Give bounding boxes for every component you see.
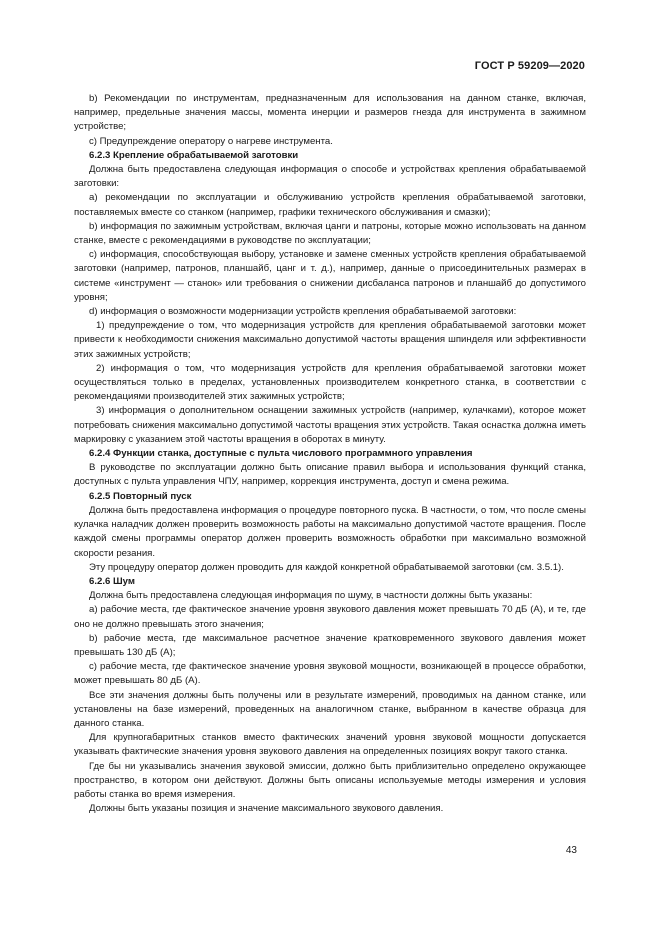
paragraph: Для крупногабаритных станков вместо фактических значений уровня звуковой мощности допускается указывать фактические значения уровня звукового давления на определенных позициях вокруг такого станка. — [74, 732, 586, 758]
paragraph: Эту процедуру оператор должен проводить для каждой конкретной обрабатываемой заготовки (см. 3.5.1). — [89, 561, 564, 573]
paragraph: с) Предупреждение оператору о нагреве инструмента. — [89, 135, 333, 147]
page-number: 43 — [565, 845, 577, 856]
paragraph: Должна быть предоставлена информация о процедуре повторного пуска. В частности, о том, что после смены кулачка наладчик должен проверить возможность работы на максимально допустимой частоте вращения. После каждой смены программы оператор должен проверить возможность обработки при максимально возможной скорости резания. — [74, 504, 586, 559]
sub-list-item: 3) информация о дополнительном оснащении зажимных устройств (например, кулачками), которое может потребовать снижения максимально допустимой частоты вращения этих устройств. Такая оснастка должна иметь маркировку с указанием этой частоты вращения в оборотах в минуту. — [74, 405, 587, 445]
paragraph: b) Рекомендации по инструментам, предназначенным для использования на данном станке, включая, например, предельные значения массы, момента инерции и размеров гнезда для инструмента в зажимном устройстве; — [74, 93, 586, 133]
list-item: a) рабочие места, где фактическое значение уровня звукового давления может превышать 70 дБ (А), и те, где оно не должно превышать этого значения; — [74, 604, 586, 630]
paragraph: Должны быть указаны позиция и значение максимального звукового давления. — [89, 803, 444, 815]
section-heading: 6.2.3 Крепление обрабатываемой заготовки — [89, 149, 299, 161]
paragraph: В руководстве по эксплуатации должно быть описание правил выбора и использования функций станка, доступных с пульта управления ЧПУ, например, коррекция инструмента, доступ и смена режима. — [74, 462, 586, 488]
list-item: a) рекомендации по эксплуатации и обслуживанию устройств крепления обрабатываемой заготовки, поставляемых вместе со станком (например, графики технического обслуживания и смазки); — [74, 192, 586, 218]
list-item: b) информация по зажимным устройствам, включая цанги и патроны, которые можно использовать на данном станке, вместе с рекомендациями в руководстве по эксплуатации; — [74, 220, 586, 247]
list-item: b) рабочие места, где максимальное расчетное значение кратковременного звукового давления может превышать 130 дБ (А); — [74, 632, 586, 658]
section-heading: 6.2.6 Шум — [89, 575, 135, 587]
sub-list-item: 2) информация о том, что модернизация устройств для крепления обрабатываемой заготовки может осуществляться только в пределах, установленных производителем конкретного станка, в соответствии с рекомендациями производителей этих зажимных устройств; — [74, 362, 586, 403]
section-heading: 6.2.4 Функции станка, доступные с пульта числового программного управления — [89, 448, 473, 460]
sub-list-item: 1) предупреждение о том, что модернизация устройств для крепления обрабатываемой заготовки может привести к необходимости снижения максимально допустимой частоты вращения шпинделя или эффективности этих зажимных устройств; — [74, 320, 586, 360]
page-body — [74, 92, 586, 816]
list-item: с) рабочие места, где фактическое значение уровня звуковой мощности, возникающей в процессе обработки, может превышать 80 дБ (А). — [74, 661, 586, 687]
paragraph: Должна быть предоставлена следующая информация о способе и устройствах крепления обрабатываемой заготовки: — [74, 164, 586, 190]
section-heading: 6.2.5 Повторный пуск — [89, 490, 192, 502]
paragraph: Должна быть предоставлена следующая информация по шуму, в частности должны быть указаны: — [89, 590, 533, 602]
paragraph: Где бы ни указывались значения звуковой эмиссии, должно быть приблизительно определено окружающее пространство, в котором они действуют. Должны быть описаны используемые методы измерения и условия работы станка во время измерения. — [74, 760, 586, 800]
paragraph: Все эти значения должны быть получены или в результате измерений, проводимых на данном станке, или установлены на базе измерений, проведенных на аналогичном станке, выбранном в качестве образца для данного станка. — [74, 689, 586, 729]
list-item: d) информация о возможности модернизации устройств крепления обрабатываемой заготовки: — [89, 306, 517, 318]
document-header: ГОСТ Р 59209—2020 — [474, 60, 585, 72]
list-item: с) информация, способствующая выбору, установке и замене сменных устройств крепления обрабатываемой заготовки (например, патронов, планшайб, цанг и т. д.), например, данные о присоединительных размерах в системе «инструмент — станок» или требования о снижении дисбаланса патронов и планшайб до допустимого уровня; — [74, 249, 586, 303]
